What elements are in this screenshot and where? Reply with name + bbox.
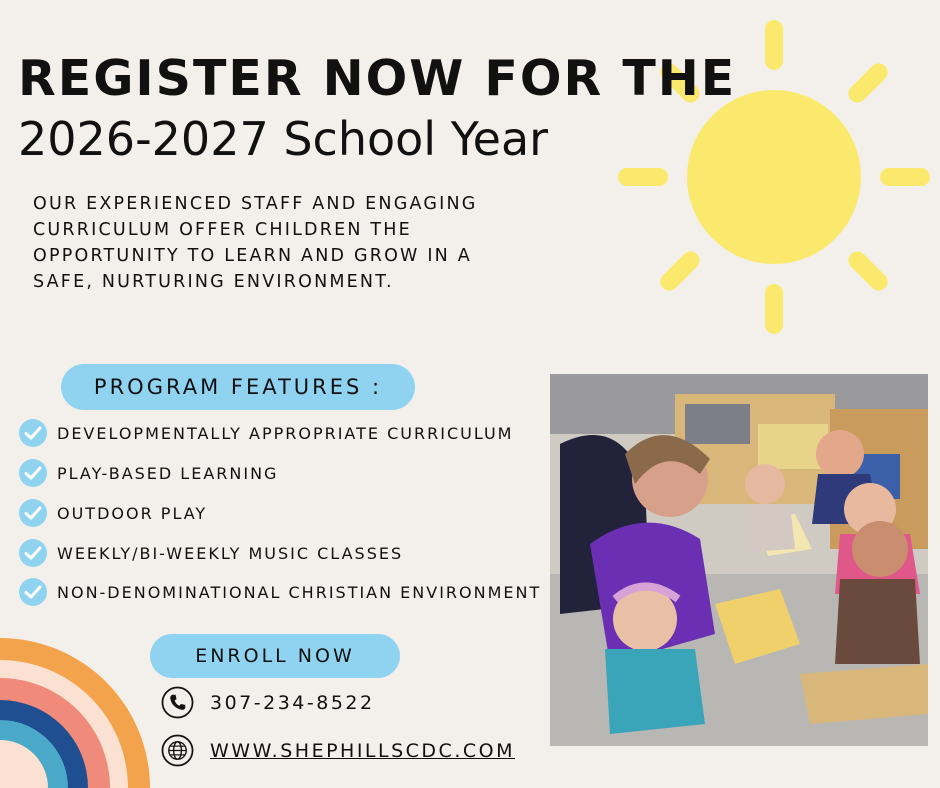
- headline: REGISTER NOW FOR THE: [18, 50, 737, 107]
- program-features-title: PROGRAM FEATURES :: [61, 364, 415, 410]
- website-contact[interactable]: [161, 734, 515, 767]
- intro-text: OUR EXPERIENCED STAFF AND ENGAGING CURRICULUM OFFER CHILDREN THE OPPORTUNITY TO LEARN AND GROW IN A SAFE, NURTURING ENVIRONMENT.: [33, 194, 478, 292]
- feature-label: NON-DENOMINATIONAL CHRISTIAN ENVIRONMENT: [57, 582, 542, 602]
- enroll-now-button[interactable]: ENROLL NOW: [150, 634, 400, 678]
- check-circle-icon: [18, 458, 48, 488]
- feature-label: PLAY-BASED LEARNING: [57, 463, 279, 483]
- feature-label: DEVELOPMENTALLY APPROPRIATE CURRICULUM: [57, 423, 514, 443]
- check-circle-icon: [18, 498, 48, 528]
- check-circle-icon: [18, 418, 48, 448]
- subheadline: 2026-2027 School Year: [18, 112, 549, 166]
- check-circle-icon: [18, 538, 48, 568]
- feature-item: [18, 577, 541, 607]
- website-link[interactable]: WWW.SHEPHILLSCDC.COM: [210, 739, 515, 762]
- feature-label: WEEKLY/BI-WEEKLY MUSIC CLASSES: [57, 543, 404, 563]
- phone-contact[interactable]: [161, 686, 375, 719]
- check-circle-icon: [18, 577, 48, 607]
- feature-label: OUTDOOR PLAY: [57, 503, 208, 523]
- feature-item: [18, 418, 513, 448]
- feature-item: [18, 538, 403, 568]
- rainbow-icon: [0, 630, 152, 788]
- feature-item: [18, 458, 278, 488]
- classroom-photo: [550, 374, 928, 746]
- phone-icon: [161, 686, 194, 719]
- feature-item: [18, 498, 207, 528]
- phone-number[interactable]: 307-234-8522: [210, 691, 375, 714]
- globe-icon: [161, 734, 194, 767]
